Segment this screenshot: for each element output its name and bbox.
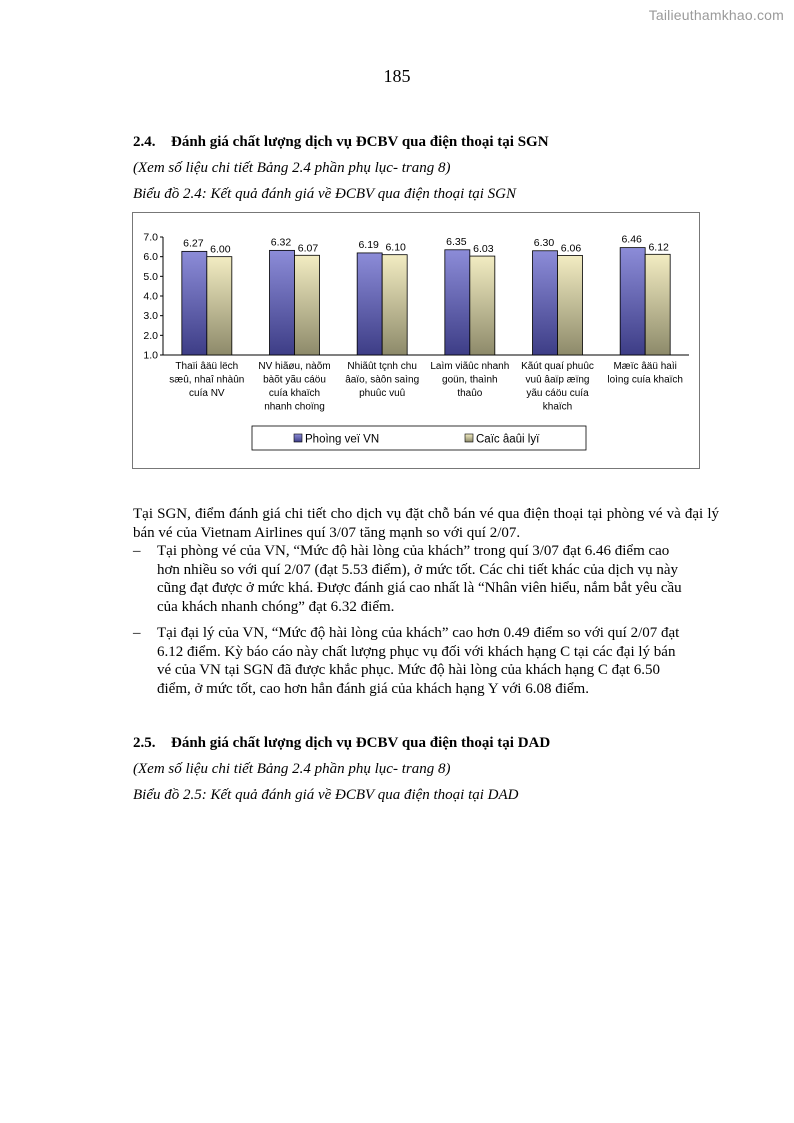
data-label: 6.35 — [446, 235, 467, 248]
chart-2-4 — [132, 212, 700, 469]
bullet-2-line: Tại đại lý của VN, “Mức độ hài lòng của khách” cao hơn 0.49 điểm so với quí 2/07 đạt — [157, 625, 680, 641]
bar-dai-ly — [470, 256, 495, 355]
section-number: 2.5. — [133, 735, 156, 751]
bullet-1-line: cũng đạt được ở mức khá. Được đánh giá cao nhất là “Nhân viên hiểu, nắm bắt yêu cầu — [157, 580, 682, 596]
y-tick-label: 6.0 — [143, 251, 158, 264]
bullet-1-line: Tại phòng vé của VN, “Mức độ hài lòng của khách” trong quí 3/07 đạt 6.46 điểm cao — [157, 543, 670, 559]
chart-2-5-caption: Biểu đồ 2.5: Kết quả đánh giá về ĐCBV qua điện thoại tại DAD — [133, 787, 519, 803]
bullet-item-2 — [133, 624, 719, 700]
y-tick-label: 4.0 — [143, 290, 158, 303]
bullet-marker: – — [133, 543, 141, 559]
bar-dai-ly — [382, 255, 407, 355]
chart-2-4-svg — [133, 213, 699, 468]
y-tick-label: 3.0 — [143, 310, 158, 323]
data-label: 6.19 — [358, 238, 379, 251]
bar-dai-ly — [207, 257, 232, 355]
section-2-5-reference: (Xem số liệu chi tiết Bảng 2.4 phần phụ lục- trang 8) — [133, 761, 451, 777]
legend-label: Caïc âaûi lyï — [476, 433, 540, 446]
bar-phong-ve — [533, 251, 558, 355]
bullet-2-line: vé của VN tại SGN đã được khắc phục. Mức độ hài lòng của khách hạng C đạt 6.50 — [157, 662, 660, 678]
bullet-1-line: hơn nhiều so với quí 2/07 (đạt 5.53 điểm), ở mức tốt. Các chi tiết khác của dịch vụ này — [157, 561, 678, 578]
bar-phong-ve — [620, 248, 645, 355]
section-title: Đánh giá chất lượng dịch vụ ĐCBV qua điện thoại tại DAD — [171, 735, 551, 751]
section-number: 2.4. — [133, 134, 156, 150]
bullet-1-text — [157, 542, 719, 616]
section-2-5-heading — [133, 735, 550, 752]
x-tick-label: nhanh choïng — [264, 401, 325, 413]
legend-label: Phoìng veï VN — [305, 433, 380, 446]
x-tick-label: cuía khaïch — [268, 388, 321, 399]
bar-phong-ve — [445, 250, 470, 355]
x-tick-label: cuía NV — [189, 388, 225, 399]
bullet-2-line: điểm, ở mức tốt, cao hơn hẳn đánh giá của khách hạng Y với 6.08 điểm. — [157, 680, 589, 697]
x-tick-label: khaïch — [542, 401, 573, 413]
data-label: 6.12 — [648, 241, 669, 254]
bar-dai-ly — [295, 255, 320, 355]
x-tick-label: Laìm viãûc nhanh — [430, 361, 510, 372]
bar-phong-ve — [270, 250, 295, 355]
x-tick-label: NV hiãøu, nàõm — [258, 361, 331, 372]
x-tick-label: loìng cuía khaïch — [607, 374, 683, 386]
x-tick-label: Thaïi âäü lëch — [175, 361, 239, 372]
bar-dai-ly — [645, 254, 670, 355]
data-label: 6.06 — [560, 242, 582, 255]
x-tick-label: vuû âaïp æïng — [525, 374, 590, 386]
section-title: Đánh giá chất lượng dịch vụ ĐCBV qua điện thoại tại SGN — [171, 134, 549, 150]
bullet-2-line: 6.12 điểm. Kỳ báo cáo này chất lượng phục vụ đối với khách hạng C tại các đại lý bán — [157, 643, 676, 660]
section-2-4-heading — [133, 134, 549, 151]
bar-phong-ve — [357, 253, 382, 355]
data-label: 6.07 — [297, 242, 319, 255]
data-label: 6.10 — [385, 241, 406, 254]
y-tick-label: 7.0 — [143, 231, 158, 244]
data-label: 6.03 — [473, 243, 494, 256]
x-tick-label: yãu cáöu cuía — [526, 388, 589, 399]
data-label: 6.46 — [621, 233, 642, 246]
watermark: Tailieuthamkhao.com — [648, 7, 784, 23]
legend-swatch — [294, 434, 302, 442]
bullet-item-1 — [133, 542, 719, 618]
intro-paragraph: Tại SGN, điểm đánh giá chi tiết cho dịch vụ đặt chỗ bán vé qua điện thoại tại phòng vé và đại lý bán vé của Vietnam Airlines quí 3/07 tăng mạnh so với quí 2/07. — [133, 506, 719, 541]
chart-2-4-caption: Biểu đồ 2.4: Kết quả đánh giá về ĐCBV qua điện thoại tại SGN — [133, 186, 517, 202]
page-number: 185 — [383, 66, 411, 86]
x-tick-label: Mæïc âäü haìi — [613, 361, 677, 372]
bar-phong-ve — [182, 251, 207, 355]
data-label: 6.30 — [533, 236, 555, 249]
bullet-2-text — [157, 624, 719, 698]
data-label: 6.27 — [183, 237, 204, 250]
y-tick-label: 2.0 — [143, 329, 158, 342]
data-label: 6.00 — [210, 243, 231, 256]
x-tick-label: sæû, nhaî nhàûn — [169, 374, 245, 386]
data-label: 6.32 — [270, 236, 292, 249]
legend-swatch — [465, 434, 473, 442]
bar-dai-ly — [558, 255, 583, 355]
bullet-1-line: của khách nhanh chóng” đạt 6.32 điểm. — [157, 598, 395, 615]
section-2-4-reference: (Xem số liệu chi tiết Bảng 2.4 phần phụ lục- trang 8) — [133, 160, 451, 176]
x-tick-label: bàõt yãu cáöu — [263, 374, 326, 386]
x-tick-label: goün, thaình — [442, 374, 498, 386]
x-tick-label: Nhiãût tçnh chu — [347, 361, 417, 372]
y-tick-label: 5.0 — [143, 270, 158, 283]
bullet-marker: – — [133, 625, 141, 641]
x-tick-label: thaûo — [457, 388, 483, 399]
x-tick-label: Kãút quaí phuûc — [521, 361, 594, 372]
y-tick-label: 1.0 — [143, 349, 158, 362]
x-tick-label: phuûc vuû — [359, 388, 406, 399]
x-tick-label: âaïo, sàôn saìng — [345, 374, 420, 386]
